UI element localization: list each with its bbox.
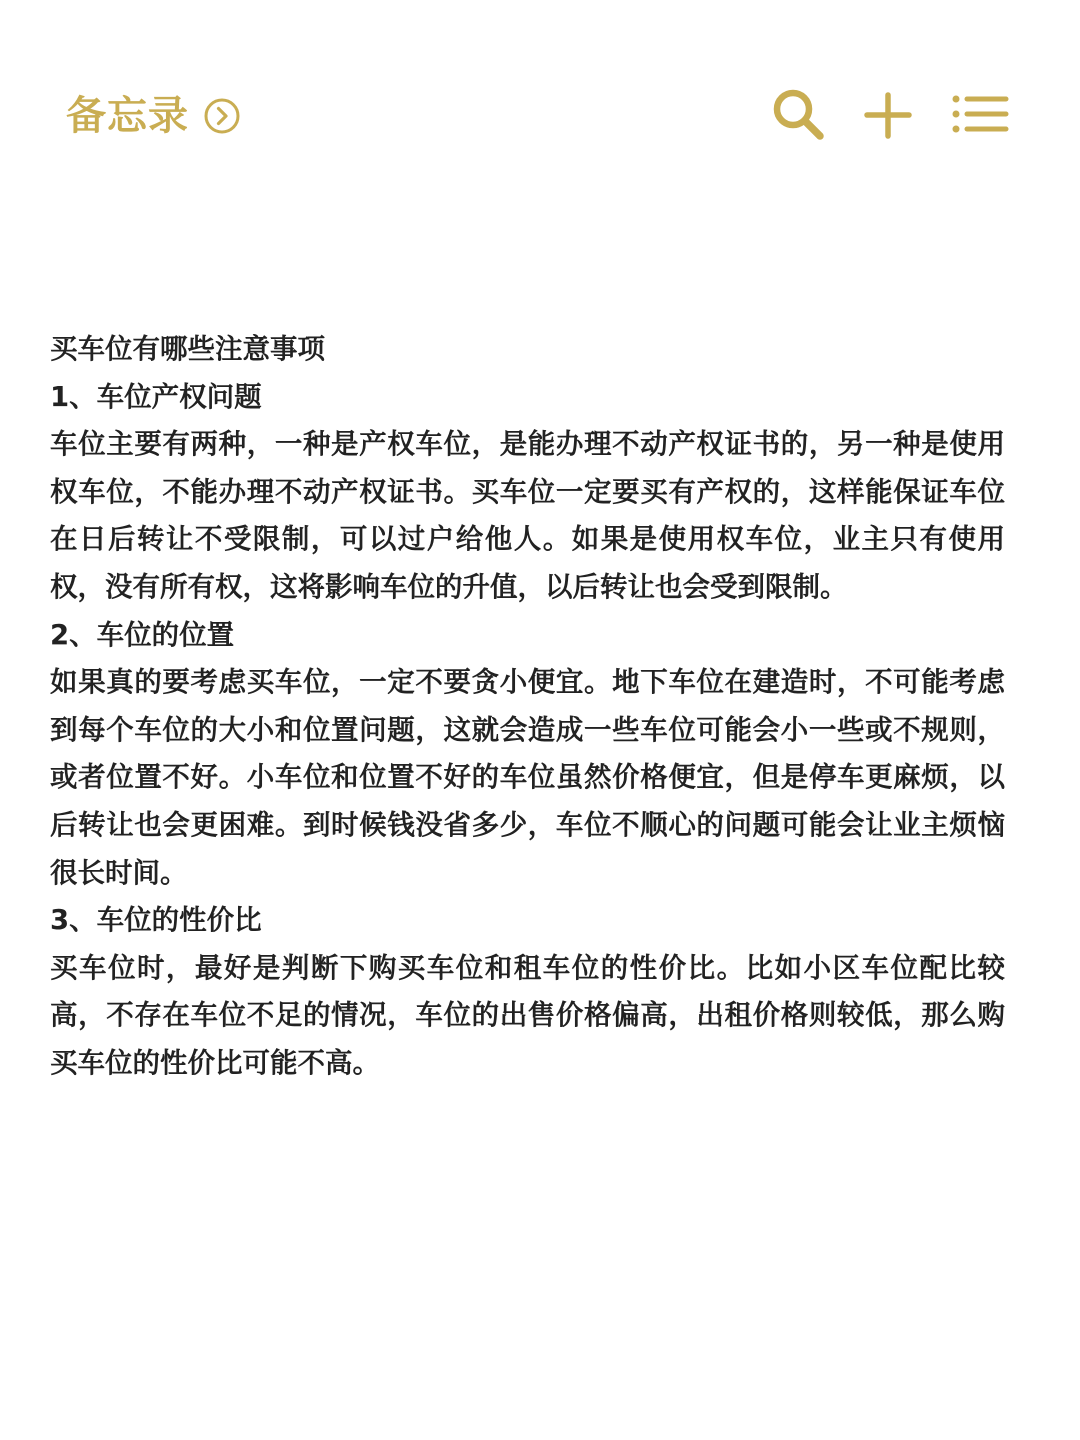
- list-button[interactable]: [946, 84, 1010, 148]
- section-body-cost-effectiveness: 买车位时，最好是判断下购买车位和租车位的性价比。比如小区车位配比较高，不存在车位不足的情况，车位的出售价格偏高，出租价格则较低，那么购买车位的性价比可能不高。: [50, 951, 1005, 1079]
- search-button[interactable]: [768, 84, 832, 148]
- section-heading-cost-effectiveness: 3、车位的性价比: [50, 904, 262, 937]
- search-icon: [768, 84, 832, 148]
- section-body-location: 如果真的要考虑买车位，一定不要贪小便宜。地下车位在建造时，不可能考虑到每个车位的大小和位置问题，这就会造成一些车位可能会小一些或不规则，或者位置不好。小车位和位置不好的车位虽然价格便宜，但是停车更麻烦，以后转让也会更困难。到时候钱没省多少，车位不顺心的问题可能会让业主烦恼很长时间。: [50, 666, 1005, 889]
- back-to-notes-button[interactable]: [66, 88, 241, 144]
- back-label: 备忘录: [66, 93, 189, 139]
- list-icon: [946, 84, 1010, 148]
- note-content[interactable]: [50, 326, 1005, 1088]
- section-heading-location: 2、车位的位置: [50, 618, 235, 651]
- note-title: 买车位有哪些注意事项: [50, 333, 325, 365]
- chevron-right-circle-icon: [203, 97, 241, 135]
- top-bar: [0, 0, 1080, 230]
- add-button[interactable]: [856, 84, 920, 148]
- section-body-property-rights: 车位主要有两种，一种是产权车位，是能办理不动产权证书的，另一种是使用权车位，不能办理不动产权证书。买车位一定要买有产权的，这样能保证车位在日后转让不受限制，可以过户给他人。如果是使用权车位，业主只有使用权，没有所有权，这将影响车位的升值，以后转让也会受到限制。: [50, 428, 1005, 603]
- plus-icon: [856, 84, 920, 148]
- section-heading-property-rights: 1、车位产权问题: [50, 380, 262, 413]
